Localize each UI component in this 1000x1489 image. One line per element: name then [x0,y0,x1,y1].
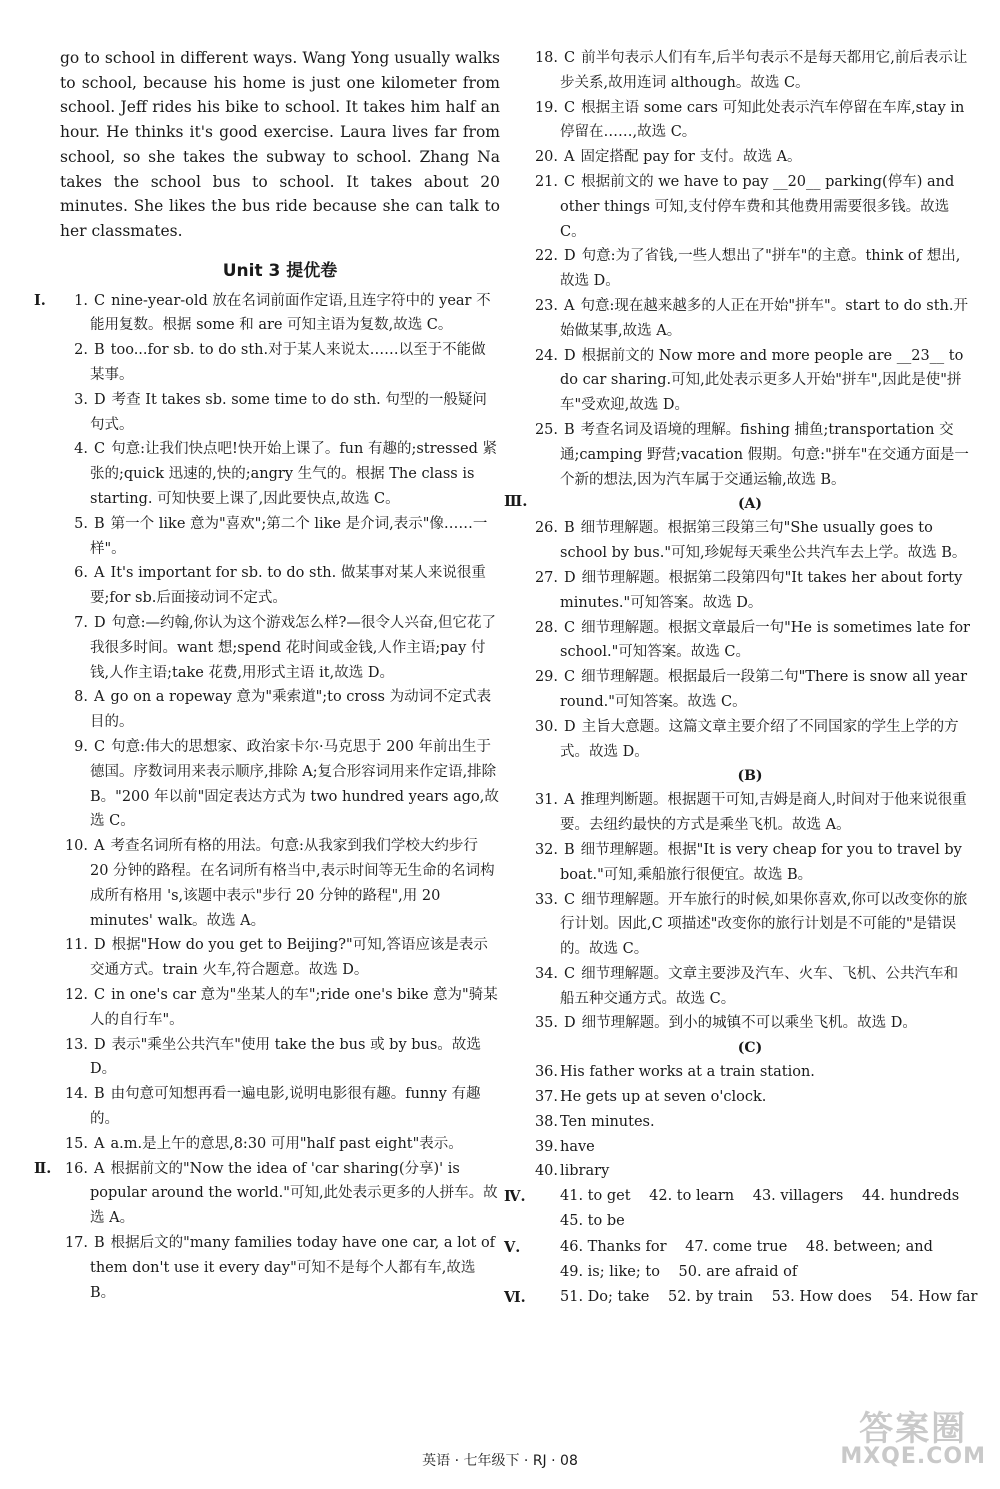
answer-item [60,1231,500,1305]
explanation-text: 细节理解题。开车旅行的时候,如果你喜欢,你可以改变你的旅行计划。因此,C 项描述"改变你的旅行计划是不可能的"是错误的。故选 C。 [560,891,968,958]
answer-cell: 48. between; and [805,1238,933,1255]
section-mark: Ⅰ. [34,291,46,309]
item-number: 28. [534,619,558,636]
answer-key: D [564,347,576,364]
answer-cell: 52. by train [667,1289,754,1306]
passage-text: go to school in different ways. Wang Yong usually walks to school, because his home is just one kilometer from school. Jeff rides his bike to school. It takes him half an hour. He thinks it's good exercise. Laura lives far from school, so she takes the subway to school. Zhang Na takes the school bus to school. It takes about 20 minutes. She likes the bus ride because she can talk to her classmates. [60,49,500,240]
answer-item [60,983,500,1033]
answer-cell: 47. come true [685,1238,788,1255]
explanation-text: It's important for sb. to do sth. 做某事对某人来说很重要;for sb.后面接动词不定式。 [90,565,486,607]
answer-key: A [94,1160,105,1177]
item-number: 32. [534,841,558,858]
answer-item [530,962,970,1012]
item-number: 4. [74,441,88,458]
answer-cell: 54. How far [890,1289,978,1306]
answer-key: B [564,520,575,537]
item-number: 14. [64,1086,88,1103]
item-number: 15. [64,1135,88,1152]
answer-key: C [564,173,576,190]
answer-list-cloze [530,46,970,492]
answer-item [60,685,500,735]
answer-item [530,715,970,765]
explanation-text: 主旨大意题。这篇文章主要介绍了不同国家的学生上学的方式。故选 D。 [560,718,959,760]
answer-item [530,838,970,888]
item-number: 34. [534,965,558,982]
explanation-text: 根据前文的 we have to pay __20__ parking(停车) and other things 可知,支付停车费和其他费用需要很多钱。故选 C。 [560,173,955,240]
answer-item [60,561,500,611]
answer-item [34,289,500,339]
answer-key: B [94,1086,105,1103]
answer-key: A [94,565,105,582]
answer-key: C [564,965,576,982]
item-number: 31. [534,792,558,809]
answer-item [60,611,500,685]
answer-item [60,338,500,388]
answer-list-section-2 [34,1157,500,1306]
answer-cell: 50. are afraid of [678,1263,798,1280]
explanation-text: 由句意可知想再看一遍电影,说明电影很有趣。funny 有趣的。 [90,1086,481,1127]
section-mark: Ⅳ. [504,1188,526,1206]
explanation-text: 句意:—约翰,你认为这个游戏怎么样?—很令人兴奋,但它花了我很多时间。want 想;spend 花时间或金钱,人作主语;pay 付钱,人作主语;take 花费,用形式主语 it,故选 D。 [90,614,497,681]
explanation-text: 固定搭配 pay for 支付。故选 A。 [580,149,802,166]
answer-item [60,1132,500,1157]
answer-key: A [94,689,105,706]
item-number: 30. [534,718,558,735]
answer-cell: 46. Thanks for [560,1238,667,1255]
explanation-text: 第一个 like 意为"喜欢";第二个 like 是介词,表示"像……一样"。 [90,515,488,557]
explanation-text: 根据前文的 Now more and more people are __23__ to do car sharing.可知,此处表示更多人开始"拼车",因此是使"拼车"受欢迎,故选 D。 [560,347,964,414]
answer-item [530,46,970,96]
answer-list-reading-b [530,788,970,1036]
item-number: 8. [74,689,88,706]
section-mark: Ⅲ. [504,492,528,511]
answer-cell: 41. to get [560,1188,631,1205]
answer-item [530,616,970,666]
item-number: 6. [74,565,88,582]
explanation-text: 根据"How do you get to Beijing?"可知,答语应该是表示交通方式。train 火车,符合题意。故选 D。 [90,937,488,979]
answer-cell: 43. villagers [752,1188,844,1205]
answer-item [530,418,970,492]
answer-key: C [564,891,576,908]
section-IV-row-2 [530,1209,970,1234]
sub-heading-b: (B) [737,768,763,785]
watermark-logo [840,1409,986,1469]
item-number: 25. [534,421,558,438]
explanation-text: 根据后文的"many families today have one car, a lot of them don't use it every day"可知不是每个人都有车,故选 B。 [90,1234,496,1301]
answer-key: D [564,1015,576,1032]
answer-item [530,1110,970,1135]
explanation-text: too...for sb. to do sth.对于某人来说太……以至于不能做某事。 [90,342,486,384]
answer-item [530,294,970,344]
answer-item [530,170,970,244]
answer-item [530,1060,970,1085]
item-number: 36. [534,1064,558,1081]
item-number: 9. [74,738,88,755]
answer-key: C [94,986,106,1003]
answer-item [530,1011,970,1036]
item-number: 10. [64,838,88,855]
item-number: 16. [64,1160,88,1177]
explanation-text: 根据主语 some cars 可知此处表示汽车停留在车库,stay in 停留在……,故选 C。 [560,99,965,141]
explanation-text: in one's car 意为"坐某人的车";ride one's bike 意为"骑某人的自行车"。 [90,986,498,1028]
answer-key: B [94,515,105,532]
explanation-text: 考查名词所有格的用法。句意:从我家到我们学校大约步行 20 分钟的路程。在名词所有格当中,表示时间等无生命的名词构成所有格用 's,该题中表示"步行 20 分钟的路程",用 20 minutes' walk。故选 A。 [90,838,495,929]
item-number: 12. [64,986,88,1003]
explanation-text: 考查 It takes sb. some time to do sth. 句型的一般疑问句式。 [90,391,487,433]
explanation-text: 细节理解题。根据第三段第三句"She usually goes to school by bus."可知,珍妮每天乘坐公共汽车去上学。故选 B。 [560,520,967,562]
explanation-text: Ten minutes. [560,1113,655,1130]
answer-item [60,1033,500,1083]
unit-heading: Unit 3 提优卷 [222,260,338,281]
answer-key: A [564,149,575,166]
item-number: 18. [534,50,558,66]
answer-item [530,1085,970,1110]
explanation-text: 考查名词及语境的理解。fishing 捕鱼;transportation 交通;camping 野营;vacation 假期。句意:"拼车"在交通方面是一个新的想法,因为汽车属于交通运输,故选 B。 [560,421,969,488]
answer-item [60,388,500,438]
right-column [504,46,978,1310]
answer-list-section-1 [34,289,500,1157]
explanation-text: a.m.是上午的意思,8:30 可用"half past eight"表示。 [110,1135,463,1152]
answer-item [530,145,970,170]
section-mark: Ⅴ. [504,1238,521,1256]
answer-key: A [564,792,575,809]
explanation-text: 细节理解题。根据最后一段第二句"There is snow all year round."可知答案。故选 C。 [560,669,968,710]
answer-item [60,512,500,562]
explanation-text: library [560,1163,610,1180]
section-IV-row-1 [504,1184,970,1209]
section-V-row-2 [530,1260,970,1285]
item-number: 23. [534,297,558,314]
item-number: 20. [534,149,558,166]
item-number: 22. [534,248,558,265]
answer-key: C [94,441,106,458]
answer-key: D [94,391,106,408]
answer-item [530,665,970,715]
section-VI-row-1 [504,1285,978,1310]
explanation-text: 句意:伟大的思想家、政治家卡尔·马克思于 200 年前出生于德国。序数词用来表示顺序,排除 A;复合形容词用来作定语,排除 B。"200 年以前"固定表达方式为 two hundred years ago,故选 C。 [90,738,499,830]
item-number: 17. [64,1234,88,1251]
item-number: 7. [74,614,88,631]
answer-item [530,888,970,962]
answer-list-reading-a [530,516,970,764]
answer-cell: 42. to learn [649,1188,735,1205]
explanation-text: 细节理解题。根据文章最后一句"He is sometimes late for school."可知答案。故选 C。 [560,619,970,661]
watermark-url: MXQE.COM [840,1444,986,1469]
explanation-text: 句意:现在越来越多的人正在开始"拼车"。start to do sth.开始做某事,故选 A。 [560,297,968,339]
answer-item [530,516,970,566]
item-number: 39. [534,1138,558,1155]
answer-key: C [94,738,106,755]
item-number: 27. [534,569,558,586]
section-V-row-1 [504,1235,970,1260]
explanation-text: 细节理解题。文章主要涉及汽车、火车、飞机、公共汽车和船五种交通方式。故选 C。 [560,965,959,1007]
answer-item [530,244,970,294]
answer-cell: 49. is; like; to [560,1263,660,1280]
explanation-text: nine-year-old 放在名词前面作定语,且连字符中的 year 不能用复数。根据 some 和 are 可知主语为复数,故选 C。 [90,292,491,334]
explanation-text: He gets up at seven o'clock. [560,1089,767,1106]
explanation-text: have [560,1138,595,1155]
explanation-text: 细节理解题。到小的城镇不可以乘坐飞机。故选 D。 [581,1015,917,1032]
item-number: 29. [534,669,558,686]
answer-key: C [94,292,106,309]
answer-item [34,1157,500,1231]
item-number: 35. [534,1015,558,1032]
answer-key: B [94,342,105,359]
answer-item [530,96,970,146]
answer-key: D [564,248,576,265]
answer-item [530,1159,970,1184]
answer-key: A [94,1135,105,1152]
answer-key: B [564,841,575,858]
watermark-text: 答案圈 [859,1409,968,1449]
answer-key: B [564,421,575,438]
item-number: 33. [534,891,558,908]
sub-heading-a: (A) [737,496,763,513]
answer-cell: 45. to be [560,1213,625,1230]
answer-key: B [94,1234,105,1251]
answer-cell: 51. Do; take [560,1289,650,1306]
explanation-text: 细节理解题。根据"It is very cheap for you to travel by boat."可知,乘船旅行很便宜。故选 B。 [560,841,962,883]
section-mark: Ⅱ. [34,1159,52,1177]
answer-cell: 44. hundreds [861,1188,960,1205]
answer-key: C [564,50,576,66]
section-mark: Ⅵ. [504,1289,526,1307]
answer-key: D [564,569,576,586]
answer-item [530,788,970,838]
answer-item [60,834,500,933]
answer-item [530,344,970,418]
item-number: 21. [534,173,558,190]
item-number: 37. [534,1089,558,1106]
explanation-text: go on a ropeway 意为"乘索道";to cross 为动词不定式表目的。 [90,689,492,731]
page-footer: 英语 · 七年级下 · RJ · 08 [422,1453,578,1469]
explanation-text: 细节理解题。根据第二段第四句"It takes her about forty minutes."可知答案。故选 D。 [560,569,963,611]
answer-list-reading-c [530,1060,970,1184]
answer-item [60,1082,500,1132]
item-number: 3. [74,391,88,408]
answer-item [60,933,500,983]
explanation-text: 句意:为了省钱,一些人想出了"拼车"的主意。think of 想出,故选 D。 [560,248,961,290]
answer-key: C [564,99,576,116]
explanation-text: His father works at a train station. [560,1064,815,1081]
item-number: 1. [74,292,88,309]
item-number: 19. [534,99,558,116]
answer-key: D [94,614,106,631]
explanation-text: 前半句表示人们有车,后半句表示不是每天都用它,前后表示让步关系,故用连词 although。故选 C。 [560,50,968,91]
left-column [34,46,500,1305]
item-number: 38. [534,1113,558,1130]
item-number: 13. [64,1036,88,1053]
answer-key: D [94,937,106,954]
answer-item [60,437,500,511]
answer-key: D [94,1036,106,1053]
explanation-text: 句意:让我们快点吧!快开始上课了。fun 有趣的;stressed 紧张的;quick 迅速的,快的;angry 生气的。根据 The class is starting. 可知快要上课了,因此要快点,故选 C。 [90,441,497,507]
item-number: 40. [534,1163,558,1180]
answer-item [530,566,970,616]
answer-key: C [564,619,576,636]
answer-item [60,735,500,834]
answer-key: A [94,838,105,855]
explanation-text: 根据前文的"Now the idea of 'car sharing(分享)' is popular around the world."可知,此处表示更多的人拼车。故选 A。 [90,1160,498,1227]
answer-cell: 53. How does [771,1289,872,1306]
explanation-text: 推理判断题。根据题干可知,吉姆是商人,时间对于他来说很重要。去纽约最快的方式是乘坐飞机。故选 A。 [560,792,967,834]
section-III-label [504,492,970,516]
sub-heading-c: (C) [737,1040,763,1057]
answer-key: D [564,718,576,735]
explanation-text: 表示"乘坐公共汽车"使用 take the bus 或 by bus。故选 D。 [90,1036,481,1078]
item-number: 24. [534,347,558,364]
answer-item [530,1135,970,1160]
answer-key: A [564,297,575,314]
answer-key: C [564,669,576,686]
item-number: 2. [74,342,88,359]
item-number: 11. [64,937,88,954]
item-number: 26. [534,520,558,537]
item-number: 5. [74,515,88,532]
